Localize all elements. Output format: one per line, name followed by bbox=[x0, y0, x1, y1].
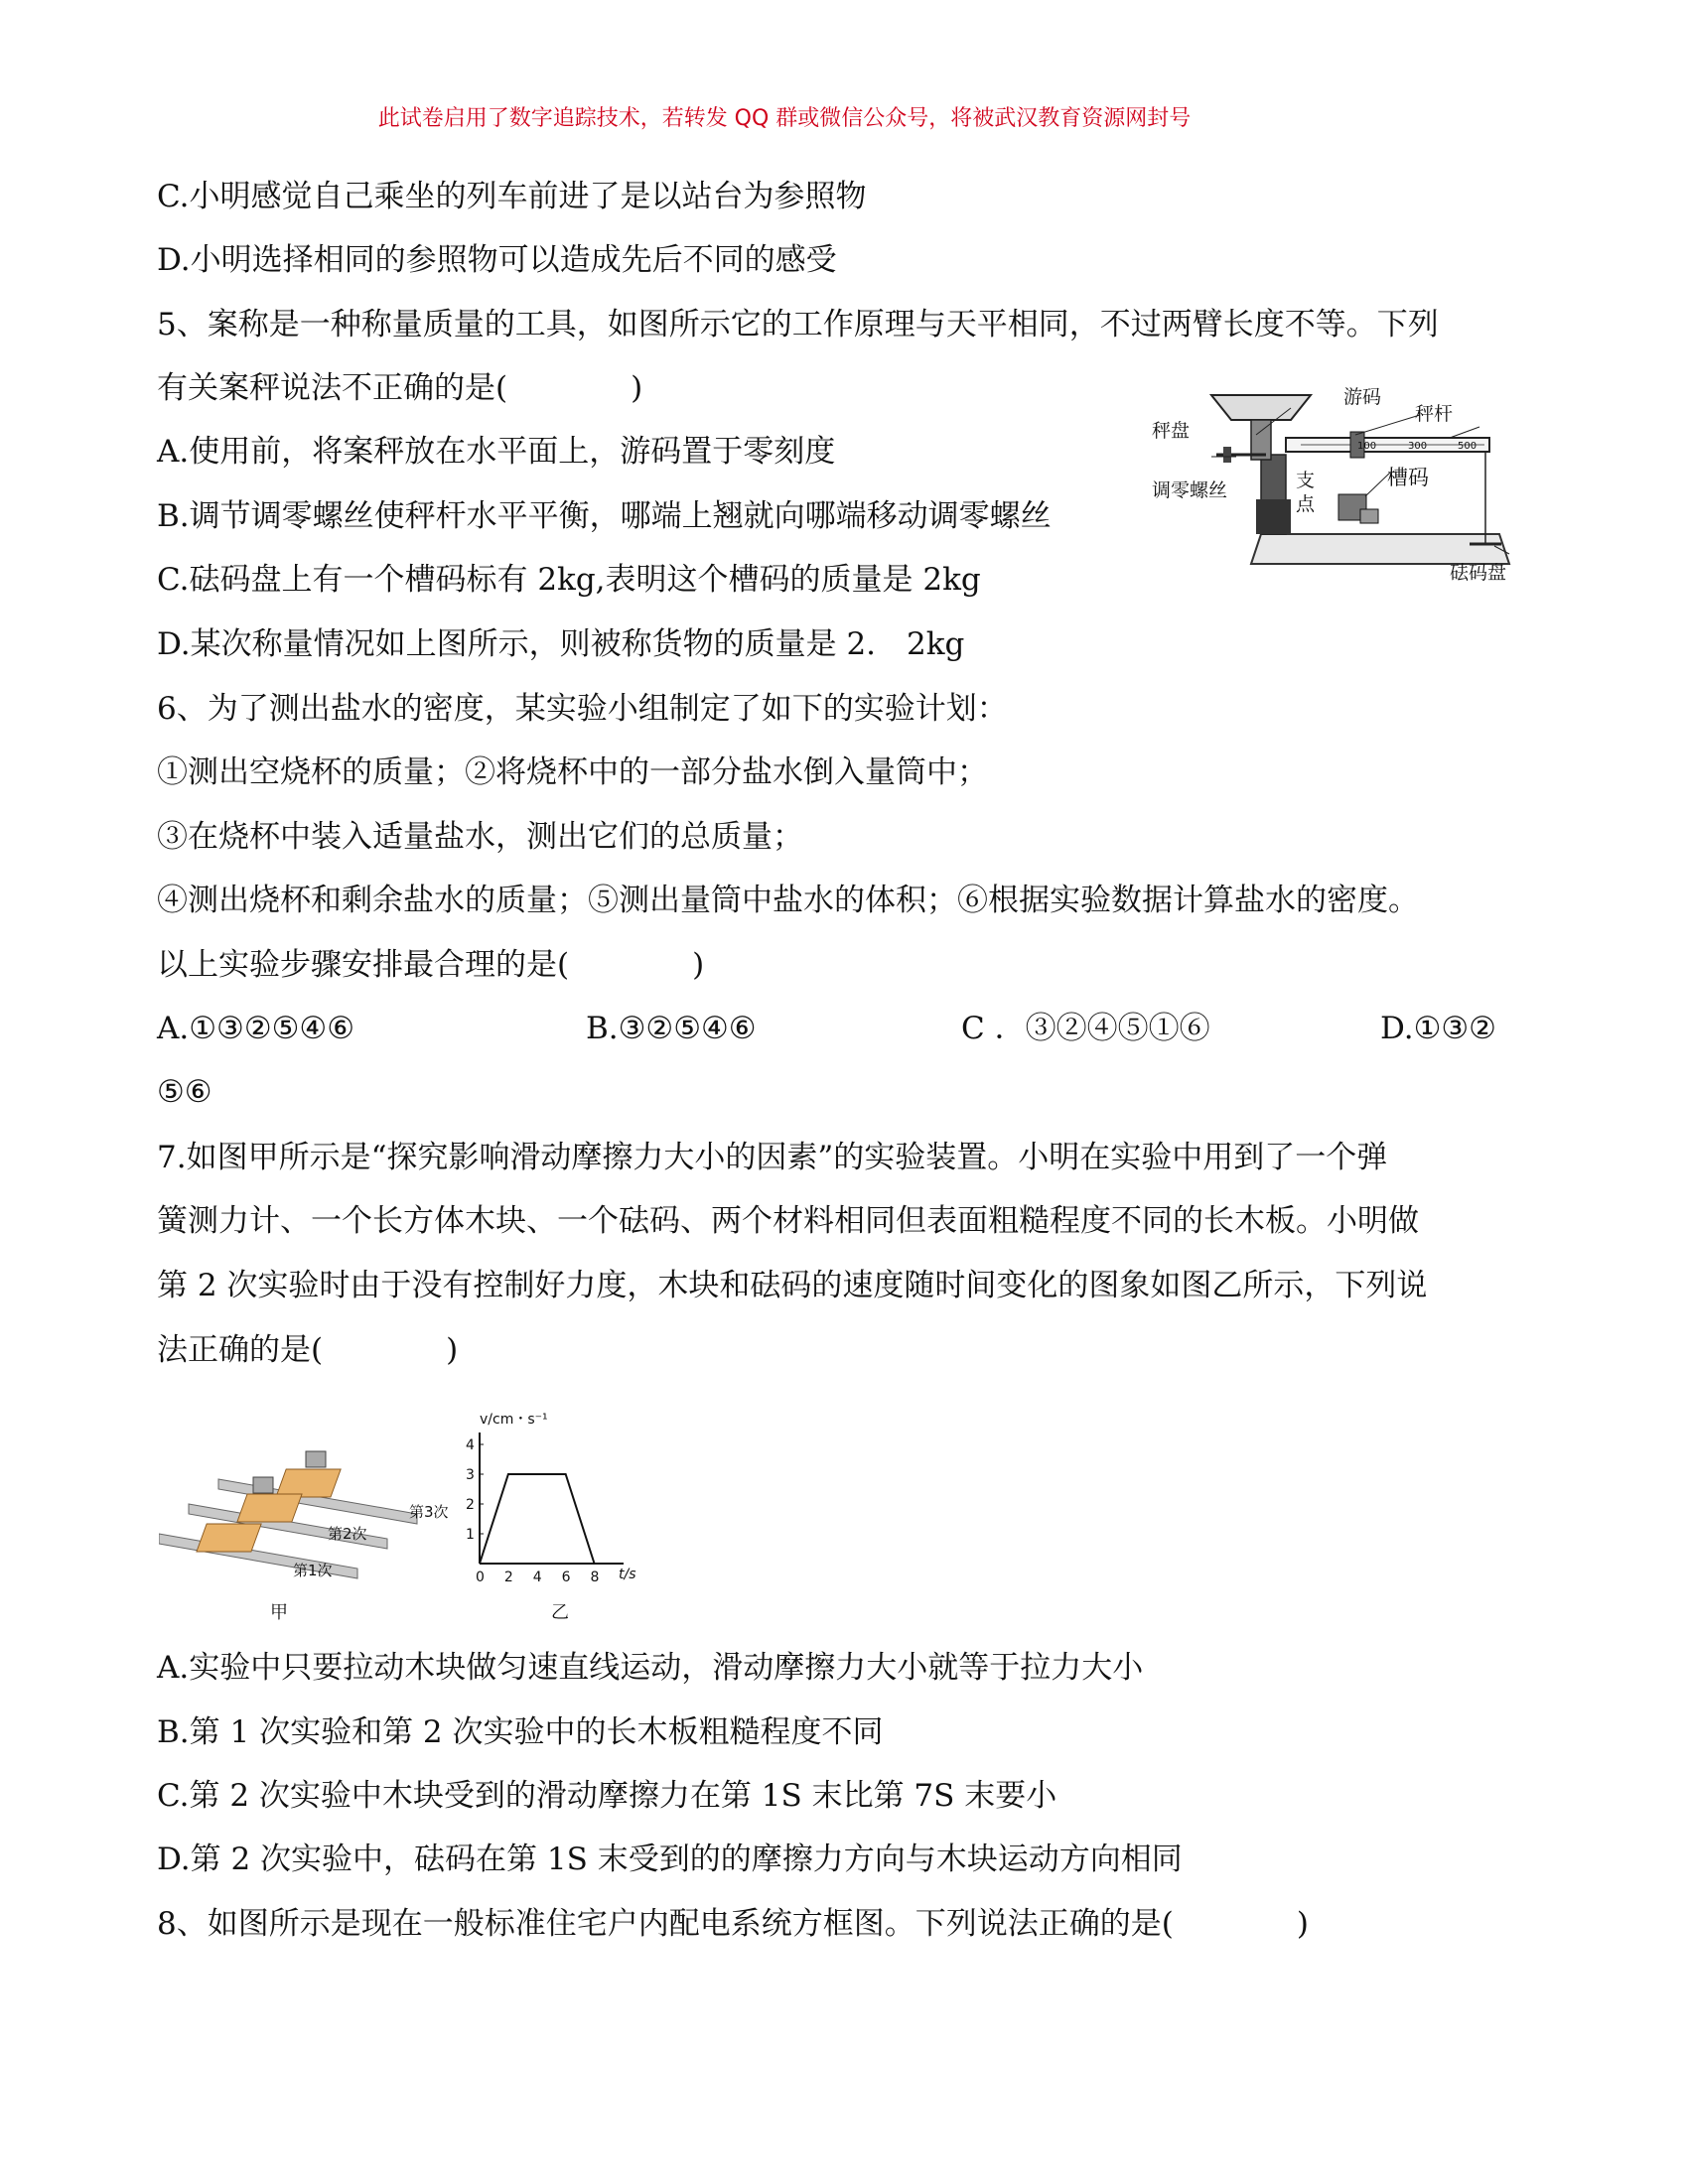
trial2-label: 第2次 bbox=[328, 1525, 367, 1543]
q6-step-line1: ①测出空烧杯的质量；②将烧杯中的一部分盐水倒入量筒中； bbox=[157, 754, 988, 790]
tick-300: 300 bbox=[1408, 441, 1428, 452]
rider-label: 游码 bbox=[1343, 386, 1382, 408]
q4-option-c: C.小明感觉自己乘坐的列车前进了是以站台为参照物 bbox=[157, 179, 867, 214]
weight-pan-label: 砝码盘 bbox=[1450, 562, 1507, 584]
q6-option-d-cont: ⑤⑥ bbox=[157, 1074, 212, 1110]
fulcrum-label-2: 点 bbox=[1296, 493, 1316, 515]
y-tick-label: 2 bbox=[466, 1497, 475, 1513]
q7-option-d: D.第 2 次实验中，砝码在第 1S 末受到的的摩擦力方向与木块运动方向相同 bbox=[157, 1842, 1183, 1877]
y-tick-label: 3 bbox=[466, 1467, 475, 1483]
q6-option-a: A.①③②⑤④⑥ bbox=[157, 1011, 354, 1046]
trial1-label: 第1次 bbox=[293, 1562, 333, 1579]
velocity-time-chart bbox=[452, 1410, 660, 1628]
figure-yi-label: 乙 bbox=[551, 1602, 569, 1623]
y-tick-label: 4 bbox=[466, 1437, 475, 1453]
scale-base bbox=[1251, 534, 1509, 564]
q7-stem-line2: 簧测力计、一个长方体木块、一个砝码、两个材料相同但表面粗糙程度不同的长木板。小明做 bbox=[157, 1203, 1419, 1239]
q5-option-a: A.使用前，将案秤放在水平面上，游码置于零刻度 bbox=[157, 434, 836, 470]
pan-label: 秤盘 bbox=[1152, 420, 1191, 442]
q6-step-line2: ③在烧杯中装入适量盐水，测出它们的总质量； bbox=[157, 819, 803, 855]
scale-pan-shape bbox=[1211, 395, 1311, 420]
q7-stem-line4: 法正确的是( ) bbox=[157, 1332, 459, 1368]
q4-option-d: D.小明选择相同的参照物可以造成先后不同的感受 bbox=[157, 242, 837, 278]
fulcrum-label-1: 支 bbox=[1296, 470, 1316, 491]
q7-stem-line1: 7.如图甲所示是“探究影响滑动摩擦力大小的因素”的实验装置。小明在实验中用到了一个弹 bbox=[157, 1140, 1388, 1175]
x-tick-label: 2 bbox=[503, 1570, 513, 1585]
q6-stem-line1: 6、为了测出盐水的密度，某实验小组制定了如下的实验计划： bbox=[157, 691, 1008, 727]
tick-500: 500 bbox=[1458, 441, 1477, 452]
y-tick-label: 1 bbox=[466, 1527, 475, 1543]
weight-trial3 bbox=[306, 1451, 326, 1467]
x-tick-label: 4 bbox=[532, 1570, 542, 1585]
platform-scale-figure bbox=[1152, 375, 1549, 584]
q5-option-d: D.某次称量情况如上图所示，则被称货物的质量是 2. 2kg bbox=[157, 626, 965, 662]
q5-stem-line2: 有关案秤说法不正确的是( ) bbox=[157, 370, 643, 406]
tick-100: 100 bbox=[1357, 441, 1377, 452]
velocity-series-line bbox=[480, 1474, 595, 1564]
q7-option-a: A.实验中只要拉动木块做匀速直线运动，滑动摩擦力大小就等于拉力大小 bbox=[157, 1650, 1144, 1686]
x-tick-label: 8 bbox=[590, 1570, 600, 1585]
tracking-banner: 此试卷启用了数字追踪技术，若转发 QQ 群或微信公众号，将被武汉教育资源网封号 bbox=[377, 106, 1192, 131]
q6-step-line3: ④测出烧杯和剩余盐水的质量；⑤测出量筒中盐水的体积；⑥根据实验数据计算盐水的密度。 bbox=[157, 883, 1419, 918]
q6-option-b: B.③②⑤④⑥ bbox=[586, 1011, 757, 1046]
q7-stem-line3: 第 2 次实验时由于没有控制好力度，木块和砝码的速度随时间变化的图象如图乙所示，下列说 bbox=[157, 1268, 1428, 1303]
weight-trial2 bbox=[253, 1477, 273, 1493]
q7-option-b: B.第 1 次实验和第 2 次实验中的长木板粗糙程度不同 bbox=[157, 1714, 884, 1750]
scale-column-base bbox=[1256, 499, 1291, 534]
x-tick-label: 0 bbox=[476, 1570, 485, 1585]
friction-experiment-figure bbox=[159, 1410, 457, 1628]
q5-option-c: C.砝码盘上有一个槽码标有 2kg,表明这个槽码的质量是 2kg bbox=[157, 562, 981, 598]
block-trial3 bbox=[276, 1469, 341, 1497]
chart-xlabel: t/s bbox=[619, 1567, 636, 1582]
q7-option-c: C.第 2 次实验中木块受到的滑动摩擦力在第 1S 末比第 7S 末要小 bbox=[157, 1778, 1057, 1814]
beam-label: 秤杆 bbox=[1415, 403, 1454, 425]
q5-stem-line1: 5、案称是一种称量质量的工具，如图所示它的工作原理与天平相同，不过两臂长度不等。下列 bbox=[157, 307, 1439, 342]
q5-option-b: B.调节调零螺丝使秤杆水平平衡，哪端上翘就向哪端移动调零螺丝 bbox=[157, 498, 1052, 534]
block-trial1 bbox=[197, 1524, 261, 1552]
q6-option-d: D.①③② bbox=[1380, 1011, 1496, 1046]
trial3-label: 第3次 bbox=[409, 1503, 449, 1521]
q6-question: 以上实验步骤安排最合理的是( ) bbox=[157, 947, 705, 983]
zero-screw-label: 调零螺丝 bbox=[1152, 479, 1228, 501]
x-tick-label: 6 bbox=[561, 1570, 571, 1585]
chart-ylabel: v/cm・s⁻¹ bbox=[480, 1412, 548, 1428]
slot-weight-label: 槽码 bbox=[1387, 466, 1429, 489]
q6-option-c: C ．③②④⑤①⑥ bbox=[961, 1011, 1210, 1046]
block-trial2 bbox=[237, 1494, 302, 1522]
q8-stem: 8、如图所示是现在一般标准住宅户内配电系统方框图。下列说法正确的是( ) bbox=[157, 1906, 1309, 1942]
figure-jia-label: 甲 bbox=[270, 1602, 288, 1623]
